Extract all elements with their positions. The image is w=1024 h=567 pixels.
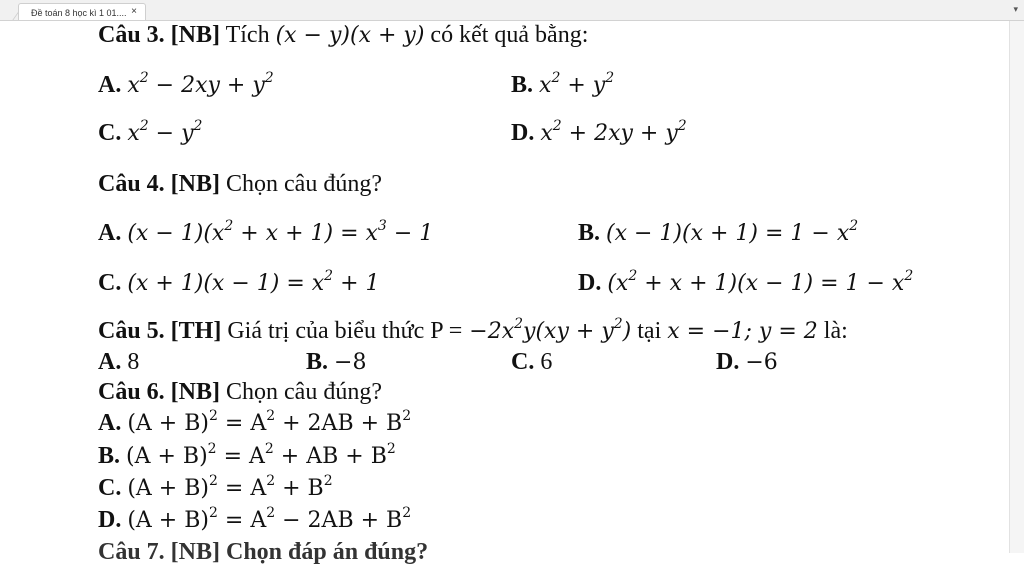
math-expression: $-2x^2y(xy + y^2)$	[462, 316, 632, 344]
option-letter: C.	[98, 120, 122, 146]
option-math: $(A + B)^2 = A^2$ + AB + $B^2$	[126, 441, 396, 469]
question-label: Câu 7. [NB] Chọn đáp án đúng?	[98, 539, 429, 565]
option-letter: C.	[511, 349, 535, 375]
option-letter: B.	[306, 349, 329, 375]
option-math: $(A + B)^2 = A^2 - 2AB + B^2$	[127, 505, 412, 533]
option-c	[511, 347, 552, 377]
option-letter: D.	[716, 349, 740, 375]
option-c	[98, 118, 202, 149]
question-text: Giá trị của biểu thức P =	[227, 318, 463, 344]
tab-title[interactable]: Đề toán 8 học kì 1 01....	[31, 8, 127, 18]
question-text: là:	[823, 318, 848, 344]
option-math: $x^2 + 2xy + y^2$	[540, 118, 687, 146]
option-math: $(A + B)^2 = A^2 + B^2$	[127, 473, 333, 501]
option-b	[306, 347, 366, 378]
question-5	[98, 316, 848, 347]
option-letter: D.	[98, 507, 122, 533]
option-value: −8	[334, 350, 367, 375]
option-b	[578, 218, 858, 249]
question-text: Tích	[225, 22, 270, 48]
option-math: $(x - 1)(x + 1) = 1 - x^2$	[606, 218, 859, 246]
option-math: $(A + B)^2 = A^2 + 2AB + B^2$	[127, 408, 412, 436]
option-d	[578, 268, 913, 299]
option-letter: C.	[98, 475, 122, 501]
question-4	[98, 169, 382, 199]
option-a	[98, 408, 411, 439]
option-letter: B.	[98, 443, 121, 469]
tab-bar	[0, 0, 1024, 21]
option-math: $x^2 - 2xy + y^2$	[127, 70, 274, 98]
chevron-down-icon[interactable]: ▾	[1013, 4, 1018, 14]
question-7-partial	[98, 537, 428, 567]
option-math: $x^2 + y^2$	[539, 70, 615, 98]
option-letter: D.	[511, 120, 535, 146]
option-math: $(x - 1)(x^2 + x + 1) = x^3 - 1$	[127, 218, 434, 246]
option-letter: A.	[98, 349, 122, 375]
question-label: Câu 4. [NB]	[98, 171, 221, 197]
question-label: Câu 3. [NB]	[98, 22, 221, 48]
option-math: $x^2 - y^2$	[127, 118, 203, 146]
option-letter: A.	[98, 220, 122, 246]
option-letter: C.	[98, 270, 122, 296]
close-icon[interactable]: ×	[131, 6, 137, 17]
option-d	[716, 347, 778, 378]
option-math: $(x + 1)(x - 1) = x^2 + 1$	[127, 268, 380, 296]
option-value: 8	[127, 349, 140, 375]
option-letter: D.	[578, 270, 602, 296]
option-b	[98, 441, 396, 472]
document-tab[interactable]	[18, 3, 146, 20]
option-b	[511, 70, 614, 101]
option-math: $(x^2 + x + 1)(x - 1) = 1 - x^2$	[607, 268, 914, 296]
question-text: có kết quả bằng:	[430, 22, 589, 48]
option-a	[98, 70, 274, 101]
option-c	[98, 268, 380, 299]
option-d	[98, 505, 411, 536]
option-a	[98, 347, 139, 377]
question-3	[98, 20, 588, 51]
option-letter: A.	[98, 410, 122, 436]
option-d	[511, 118, 687, 149]
vertical-scrollbar[interactable]	[1009, 21, 1024, 553]
question-text: tại	[637, 318, 662, 344]
question-text: Chọn câu đúng?	[226, 379, 382, 405]
question-label: Câu 6. [NB]	[98, 379, 221, 405]
question-label: Câu 5. [TH]	[98, 318, 222, 344]
document-page	[0, 20, 1008, 565]
question-text: Chọn câu đúng?	[226, 171, 382, 197]
question-6	[98, 377, 382, 407]
option-value: 6	[540, 349, 553, 375]
option-value: −6	[745, 350, 778, 375]
option-letter: B.	[511, 72, 534, 98]
option-letter: A.	[98, 72, 122, 98]
option-letter: B.	[578, 220, 601, 246]
option-a	[98, 218, 433, 249]
math-condition: x = −1; y = 2	[667, 319, 818, 344]
math-expression: (x − y)(x + y)	[275, 23, 425, 48]
option-c	[98, 473, 333, 504]
